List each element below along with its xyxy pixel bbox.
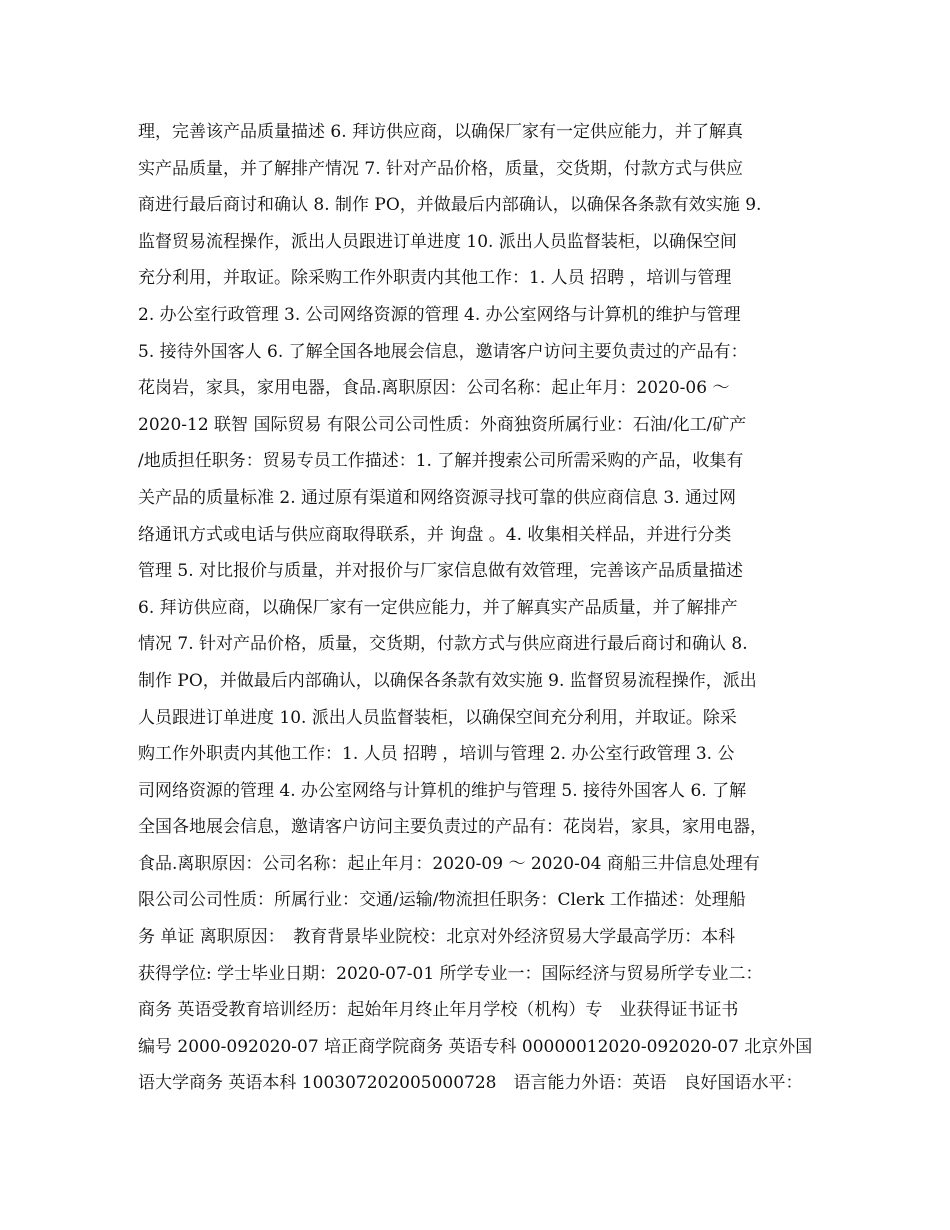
text-line: 关产品的质量标准 2. 通过原有渠道和网络资源寻找可靠的供应商信息 3. 通过网 <box>138 487 737 508</box>
text-line: 6. 拜访供应商，以确保厂家有一定供应能力，并了解真实产品质量，并了解排产 <box>138 597 738 618</box>
text-line: 食品.离职原因：公司名称：起止年月：2020-09 ～ 2020-04 商船三井信息处理有 <box>138 853 760 874</box>
text-line: 花岗岩，家具，家用电器，食品.离职原因：公司名称：起止年月：2020-06 ～ <box>138 378 730 399</box>
text-line: 购工作外职责内其他工作：1. 人员 招聘 ，培训与管理 2. 办公室行政管理 3. 公 <box>138 744 735 765</box>
text-line: 实产品质量，并了解排产情况 7. 针对产品价格，质量，交货期，付款方式与供应 <box>138 158 744 179</box>
text-line: 理，完善该产品质量描述 6. 拜访供应商，以确保厂家有一定供应能力，并了解真 <box>138 122 744 142</box>
text-line: 全国各地展会信息，邀请客户访问主要负责过的产品有：花岗岩，家具，家用电器， <box>138 817 767 838</box>
text-line: 务 单证 离职原因： 教育背景毕业院校：北京对外经济贸易大学最高学历：本科 <box>138 927 736 948</box>
text-line: /地质担任职务：贸易专员工作描述：1. 了解并搜索公司所需采购的产品，收集有 <box>138 451 744 472</box>
text-line: 2020-12 联智 国际贸易 有限公司公司性质：外商独资所属行业：石油/化工/矿产 <box>138 414 747 435</box>
text-line: 限公司公司性质：所属行业：交通/运输/物流担任职务：Clerk 工作描述：处理船 <box>138 890 746 911</box>
text-line: 络通讯方式或电话与供应商取得联系，并 询盘 。4. 收集相关样品，并进行分类 <box>138 524 732 545</box>
text-line: 获得学位: 学士毕业日期：2020-07-01 所学专业一：国际经济与贸易所学专业二： <box>138 963 763 984</box>
text-line: 情况 7. 针对产品价格，质量，交货期，付款方式与供应商进行最后商讨和确认 8. <box>138 634 748 655</box>
body-text <box>138 114 828 1102</box>
text-line: 2. 办公室行政管理 3. 公司网络资源的管理 4. 办公室网络与计算机的维护与管理 <box>138 304 741 325</box>
text-line: 充分利用，并取证。除采购工作外职责内其他工作：1. 人员 招聘 ，培训与管理 <box>138 268 732 289</box>
text-line: 制作 PO，并做最后内部确认，以确保各条款有效实施 9. 监督贸易流程操作，派出 <box>138 670 757 691</box>
text-line: 语大学商务 英语本科 100307202005000728 语言能力外语：英语 良好国语水平： <box>138 1073 803 1094</box>
text-line: 编号 2000-092020-07 培正商学院商务 英语专科 00000012020-092020-07 北京外国 <box>138 1036 813 1057</box>
text-line: 商务 英语受教育培训经历：起始年月终止年月学校（机构）专 业获得证书证书 <box>138 1000 739 1021</box>
text-line: 司网络资源的管理 4. 办公室网络与计算机的维护与管理 5. 接待外国客人 6. 了解 <box>138 780 747 801</box>
text-line: 人员跟进订单进度 10. 派出人员监督装柜，以确保空间充分利用，并取证。除采 <box>138 707 737 728</box>
text-line: 监督贸易流程操作，派出人员跟进订单进度 10. 派出人员监督装柜，以确保空间 <box>138 231 737 252</box>
text-line: 管理 5. 对比报价与质量，并对报价与厂家信息做有效管理，完善该产品质量描述 <box>138 561 744 582</box>
text-line: 5. 接待外国客人 6. 了解全国各地展会信息，邀请客户访问主要负责过的产品有： <box>138 341 748 362</box>
text-line: 商进行最后商讨和确认 8. 制作 PO，并做最后内部确认，以确保各条款有效实施 9. <box>138 195 762 216</box>
